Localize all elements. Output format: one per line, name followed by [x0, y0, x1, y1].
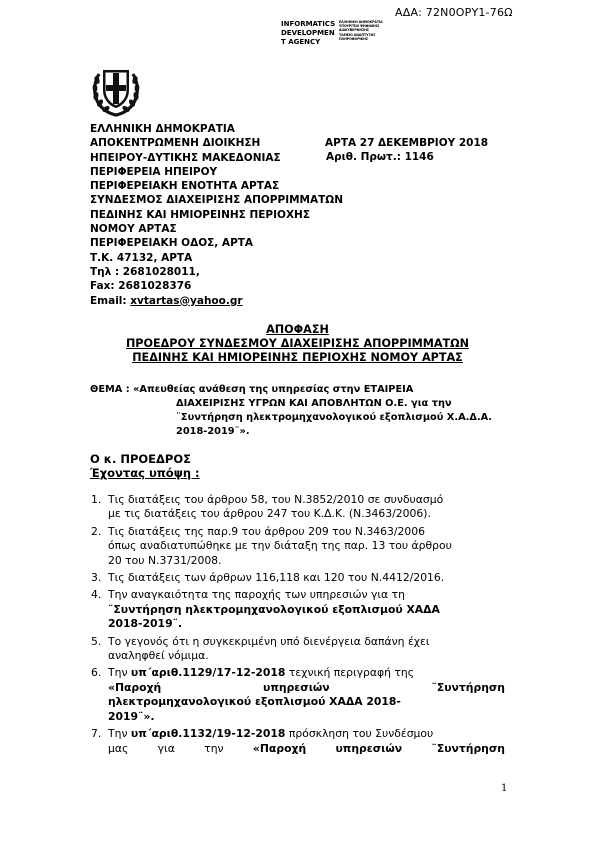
item-text: Τις διατάξεις της παρ.9 του άρθρου 209 του Ν.3463/2006	[108, 524, 426, 538]
list-item	[91, 666, 505, 724]
item-text: με τις διατάξεις του άρθρου 247 του Κ.Δ.Κ. (Ν.3463/2006).	[108, 507, 431, 521]
subject-line: 2018-2019¨».	[176, 426, 250, 437]
item-text: όπως αναδιατυπώθηκε με την διάταξη της παρ. 13 του άρθρου	[108, 539, 452, 553]
informatics-agency-stamp	[281, 20, 401, 54]
header-line: Τηλ : 2681028011,	[90, 265, 200, 278]
item-word: για	[157, 741, 175, 755]
decision-subtitle-line: ΠΡΟΕΔΡΟΥ ΣΥΝΔΕΣΜΟΥ ΔΙΑΧΕΙΡΙΣΗΣ ΑΠΟΡΡΙΜΜΑΤΩΝ	[125, 337, 470, 350]
item-word: «Παροχή	[252, 741, 307, 755]
stamp-line: DEVELOPMEN	[281, 29, 335, 37]
item-number: 4.	[91, 588, 102, 602]
item-text	[108, 681, 505, 695]
subject-line: ¨Συντήρηση ηλεκτρομηχανολογικού εξοπλισμού Χ.Α.Δ.Α.	[176, 412, 492, 423]
header-line: ΗΠΕΙΡΟΥ-ΔΥΤΙΚΗΣ ΜΑΚΕΔΟΝΙΑΣ	[90, 151, 281, 164]
item-text: Τις διατάξεις των άρθρων 116,118 και 120 του Ν.4412/2016.	[108, 571, 445, 585]
item-text-part: πρόσκληση του Συνδέσμου	[285, 727, 434, 741]
item-text: Τις διατάξεις του άρθρου 58, του Ν.3852/2010 σε συνδυασμό	[108, 493, 444, 506]
protocol-number: Αριθ. Πρωτ.: 1146	[326, 151, 434, 163]
item-text: Την αναγκαιότητα της παροχής των υπηρεσιών για τη	[108, 588, 405, 602]
item-text: Το γεγονός ότι η συγκεκριμένη υπό διενέργεια δαπάνη έχει	[108, 634, 430, 648]
considerations-list	[91, 493, 505, 759]
header-line: Τ.Κ. 47132, ΑΡΤΑ	[90, 251, 193, 264]
item-reference: υπ΄αριθ.1132/19-12-2018	[130, 727, 286, 741]
issuer-header	[90, 122, 343, 308]
item-text-part: Την	[108, 727, 131, 741]
stamp-greek-line: ΤΑΜΕΙΟ ΑΝΑΠΤΥΞΗΣ	[339, 32, 376, 37]
header-line: ΠΕΡΙΦΕΡΕΙΑΚΗ ΟΔΟΣ, ΑΡΤΑ	[90, 237, 254, 250]
item-text: αναληφθεί νόμιμα.	[108, 649, 209, 663]
item-text: ηλεκτρομηχανολογικού εξοπλισμού ΧΑΔΑ 2018-	[108, 695, 401, 709]
email-link[interactable]: xvtartas@yahoo.gr	[130, 294, 243, 307]
subject-line: ΘΕΜΑ : «Απευθείας ανάθεση της υπηρεσίας στην ΕΤΑΙΡΕΙΑ	[90, 384, 414, 395]
item-number: 6.	[91, 666, 102, 680]
item-text-part: Την	[108, 666, 131, 680]
header-line: ΠΕΡΙΦΕΡΕΙΑΚΗ ΕΝΟΤΗΤΑ ΑΡΤΑΣ	[90, 180, 280, 193]
item-text-part: τεχνική περιγραφή της	[285, 666, 415, 680]
item-text	[108, 727, 505, 741]
item-word: «Παροχή	[108, 680, 162, 694]
list-item	[91, 634, 505, 664]
considerations-heading: Έχοντας υπόψη :	[90, 466, 200, 480]
president-heading: Ο κ. ΠΡΟΕΔΡΟΣ	[90, 452, 191, 466]
list-item	[91, 588, 505, 631]
header-line: ΝΟΜΟΥ ΑΡΤΑΣ	[90, 223, 177, 236]
stamp-greek-line: ΕΛΛΗΝΙΚΗ ΔΗΜΟΚΡΑΤΙΑ	[339, 20, 383, 24]
item-text: 2018-2019¨.	[108, 617, 183, 631]
list-item	[91, 727, 505, 756]
item-word: υπηρεσιών	[263, 680, 330, 694]
document-date: ΑΡΤΑ 27 ΔΕΚΕΜΒΡΙΟΥ 2018	[325, 137, 489, 149]
item-text: 2019¨».	[108, 709, 155, 723]
item-word: την	[204, 741, 224, 755]
item-number: 1.	[91, 493, 102, 506]
stamp-greek-line: ΔΙΑΚΥΒΕΡΝΗΣΗΣ	[339, 28, 369, 33]
decision-title: ΑΠΟΦΑΣΗ	[266, 323, 329, 336]
header-line: Fax: 2681028376	[90, 280, 192, 293]
item-number: 2.	[91, 524, 102, 538]
item-number: 3.	[91, 571, 102, 585]
stamp-greek-line: ΠΛΗΡΟΦΟΡΙΚΗΣ	[339, 36, 368, 41]
item-word: υπηρεσιών	[335, 741, 403, 755]
header-line: ΠΕΡΙΦΕΡΕΙΑ ΗΠΕΙΡΟΥ	[90, 165, 218, 178]
item-reference: υπ΄αριθ.1129/17-12-2018	[130, 666, 286, 680]
item-number: 7.	[91, 727, 102, 741]
item-text	[108, 742, 505, 756]
header-line: ΠΕΔΙΝΗΣ ΚΑΙ ΗΜΙΟΡΕΙΝΗΣ ΠΕΡΙΟΧΗΣ	[90, 208, 311, 221]
email-label: Email:	[90, 294, 131, 307]
item-word: ¨Συντήρηση	[431, 680, 505, 694]
stamp-greek	[339, 20, 383, 41]
stamp-english	[281, 20, 335, 47]
item-text: 20 του Ν.3731/2008.	[108, 553, 222, 567]
item-text	[108, 666, 505, 680]
header-line: ΣΥΝΔΕΣΜΟΣ ΔΙΑΧΕΙΡΙΣΗΣ ΑΠΟΡΡΙΜΜΑΤΩΝ	[90, 194, 343, 207]
header-line: ΕΛΛΗΝΙΚΗ ΔΗΜΟΚΡΑΤΙΑ	[90, 123, 235, 135]
item-word: μας	[108, 741, 129, 755]
list-item	[91, 571, 505, 585]
subject-line: ΔΙΑΧΕΙΡΙΣΗΣ ΥΓΡΩΝ ΚΑΙ ΑΠΟΒΛΗΤΩΝ Ο.Ε. για την	[176, 398, 452, 409]
item-word: ¨Συντήρηση	[431, 741, 505, 755]
header-email-line	[90, 294, 343, 308]
page-number: 1	[501, 783, 508, 794]
stamp-line: INFORMATICS	[281, 20, 336, 28]
ada-code: ΑΔΑ: 72Ν0ΟΡΥ1-76Ω	[395, 6, 513, 19]
greek-coat-of-arms-icon	[90, 64, 142, 117]
item-text: ¨Συντήρηση ηλεκτρομηχανολογικού εξοπλισμού ΧΑΔΑ	[108, 602, 440, 616]
item-number: 5.	[91, 634, 102, 648]
stamp-greek-line: ΥΠΟΥΡΓΕΙΟ ΨΗΦΙΑΚΗΣ	[339, 24, 380, 29]
list-item	[91, 524, 505, 568]
header-line: ΑΠΟΚΕΝΤΡΩΜΕΝΗ ΔΙΟΙΚΗΣΗ	[90, 137, 261, 150]
stamp-line: T AGENCY	[281, 38, 321, 46]
list-item	[91, 493, 505, 522]
decision-subtitle-line: ΠΕΔΙΝΗΣ ΚΑΙ ΗΜΙΟΡΕΙΝΗΣ ΠΕΡΙΟΧΗΣ ΝΟΜΟΥ ΑΡΤΑΣ	[132, 351, 463, 364]
